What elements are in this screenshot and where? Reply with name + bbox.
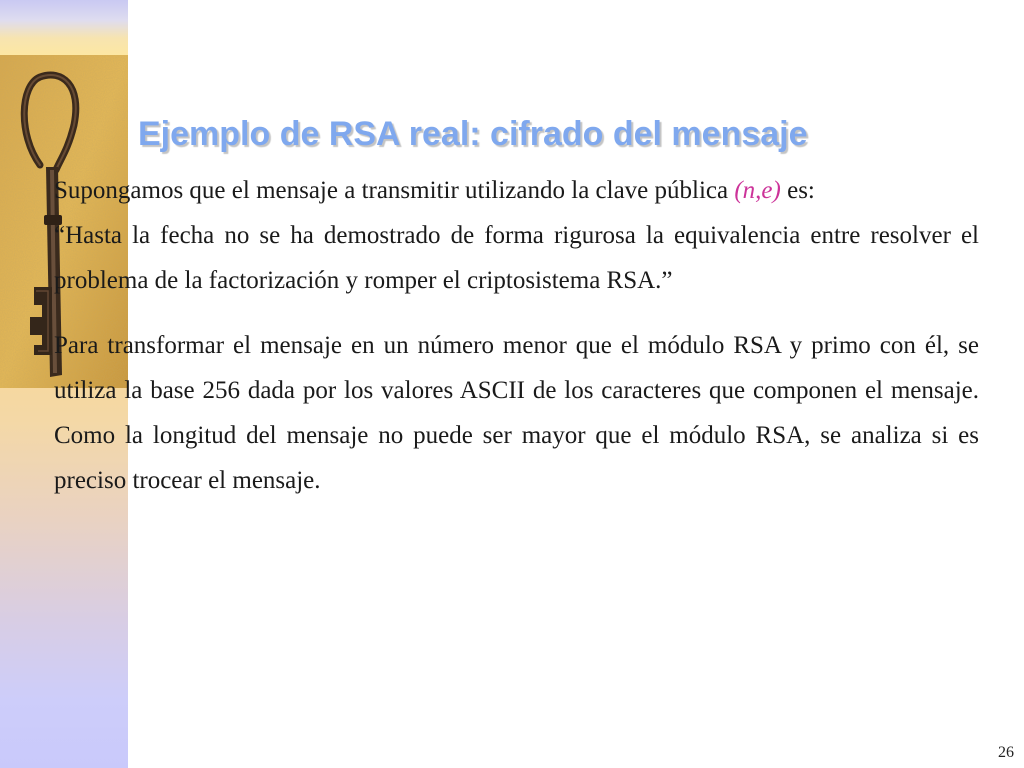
slide-body — [54, 168, 979, 503]
slide-title: Ejemplo de RSA real: cifrado del mensaje — [138, 115, 808, 153]
intro-paragraph — [54, 168, 979, 213]
intro-text: Supongamos que el mensaje a transmitir utilizando la clave pública — [54, 177, 729, 204]
public-key-notation: (n,e) — [734, 177, 781, 204]
explanation-paragraph: Para transformar el mensaje en un número menor que el módulo RSA y primo con él, se utiliza la base 256 dada por los valores ASCII de los caracteres que componen el mensaje. Como la longitud del mensaje no puede ser mayor que el módulo RSA, se analiza si es preciso trocear el mensaje. — [54, 332, 979, 494]
message-quote: “Hasta la fecha no se ha demostrado de forma rigurosa la equivalencia entre resolver el problema de la factorización y romper el criptosistema RSA.” — [54, 222, 979, 294]
page-number: 26 — [998, 744, 1014, 761]
intro-suffix: es: — [787, 177, 815, 204]
